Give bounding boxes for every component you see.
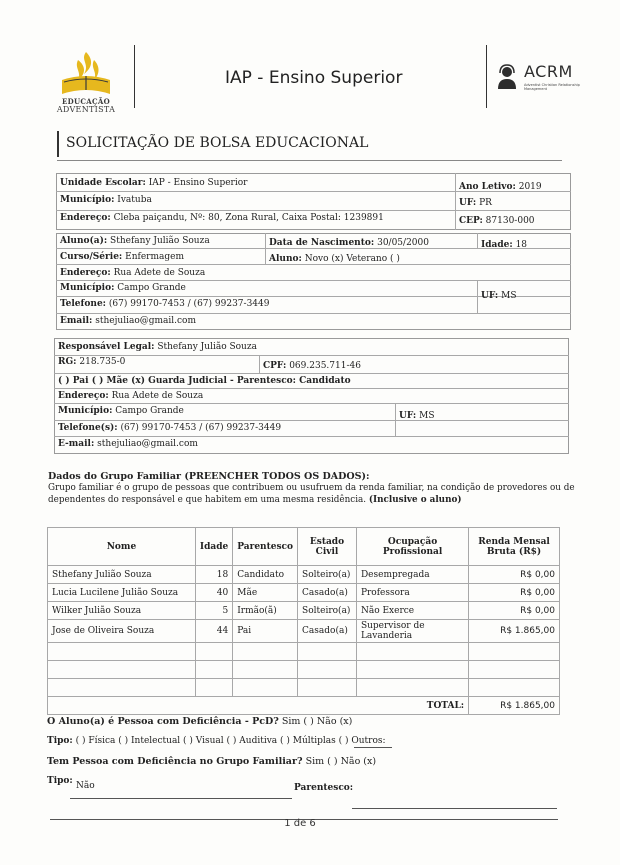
responsavel-tipo-line: ( ) Pai ( ) Mãe (x) Guarda Judicial - Parentesco: Candidato [58,376,351,386]
cell-nome: Wilker Julião Souza [48,602,196,620]
resp-email-value: sthejuliao@gmail.com [97,439,198,449]
cell-ocupacao: Não Exerce [356,602,468,620]
acrm-logo [496,62,596,98]
resp-uf-field [399,411,435,421]
student-uf-value: MS [501,291,517,301]
cell-parentesco: Mãe [233,584,298,602]
school-col-line [455,173,456,230]
resp-endereco-field [58,391,203,401]
table-total-row [48,697,560,715]
aluno-field [60,236,210,246]
pcd-tipo2-label: Tipo: [47,776,73,786]
pcd-q1-answer: Sim ( ) Não (x) [281,716,353,727]
school-municipio-value: Ivatuba [117,195,152,205]
cell-renda: R$ 0,00 [469,584,560,602]
idade-label: Idade: [481,240,513,250]
resp-uf-value: MS [419,411,435,421]
student-telefone-field [60,299,269,309]
ano-label: Ano Letivo: [459,182,516,192]
cell-idade: 44 [195,620,232,643]
pcd-parentesco-line [352,808,557,809]
page-number: 1 de 6 [284,818,316,829]
grupo-desc-line2 [48,495,462,505]
student-endereco-value: Rua Adete de Souza [113,268,206,278]
resp-row-line-4 [54,403,569,404]
family-table [47,527,560,715]
form-title-bar [57,131,59,157]
student-municipio-label: Município: [60,283,115,293]
cep-value: 87130-000 [485,216,535,226]
student-col-line-2 [477,233,478,248]
resp-uf-label: UF: [399,411,417,421]
grupo-desc-line2-text: dependentes do responsável e que habitem em uma mesma residência. [48,495,367,505]
cell-ocupacao: Professora [356,584,468,602]
resp-municipio-label: Município: [58,406,113,416]
student-municipio-field [60,283,186,293]
resp-col-line-2 [395,403,396,436]
pcd-outros-blank [354,747,392,748]
cell-estado-civil: Solteiro(a) [298,566,357,584]
total-value: R$ 1.865,00 [469,697,560,715]
student-telefone-value: (67) 99170-7453 / (67) 99237-3449 [108,299,270,309]
table-row [48,620,560,643]
student-row-line-5 [56,313,571,314]
table-row [48,584,560,602]
cpf-field [263,361,361,371]
cpf-value: 069.235.711-46 [289,361,361,371]
cell-idade: 40 [195,584,232,602]
unidade-value: IAP - Ensino Superior [148,178,248,188]
resp-municipio-field [58,406,184,416]
nascimento-label: Data de Nascimento: [269,238,375,248]
resp-endereco-label: Endereço: [58,391,109,401]
cep-field [459,216,535,226]
resp-email-label: E-mail: [58,439,95,449]
aluno-tipo-label: Aluno: [269,254,302,264]
pcd-q2-text: Tem Pessoa com Deficiência no Grupo Familiar? [47,756,303,767]
cell-renda: R$ 0,00 [469,602,560,620]
pcd-question-2 [47,756,376,767]
cell-estado-civil: Casado(a) [298,584,357,602]
ano-field [459,182,542,192]
student-telefone-label: Telefone: [60,299,107,309]
responsavel-value: Sthefany Julião Souza [157,342,257,352]
idade-value: 18 [515,240,528,250]
responsavel-field [58,342,257,352]
unidade-field [60,178,247,188]
nascimento-field [269,238,429,248]
student-email-field [60,316,196,326]
school-row-line-2 [56,210,571,211]
resp-row-line-5 [54,420,569,421]
aluno-tipo-field [269,254,400,264]
cpf-label: CPF: [263,361,287,371]
resp-row-line-3 [54,388,569,389]
acrm-logo-text: ACRM [524,62,573,81]
table-row-empty [48,643,560,661]
resp-telefone-field [58,423,281,433]
curso-value: Enfermagem [125,252,184,262]
aluno-tipo-value: Novo (x) Veterano ( ) [304,254,400,264]
resp-telefone-value: (67) 99170-7453 / (67) 99237-3449 [120,423,282,433]
resp-endereco-value: Rua Adete de Souza [111,391,204,401]
pcd-tipo2-value: Não [76,781,95,791]
school-endereco-label: Endereço: [60,213,111,223]
cell-ocupacao: Desempregada [356,566,468,584]
resp-email-field [58,439,198,449]
pcd-parentesco-label: Parentesco: [294,783,354,793]
logo-text-line1: EDUCAÇÃO [61,97,110,106]
cell-idade: 18 [195,566,232,584]
student-row-line-3 [56,280,571,281]
acrm-logo-subtext: Adventist Christian Relationship Management [524,83,580,91]
student-endereco-field [60,268,205,278]
rg-label: RG: [58,357,77,367]
cell-nome: Sthefany Julião Souza [48,566,196,584]
educacao-adventista-logo [56,50,116,116]
curso-field [60,252,184,262]
total-label: TOTAL: [48,697,469,715]
cell-estado-civil: Casado(a) [298,620,357,643]
resp-telefone-label: Telefone(s): [58,423,118,433]
school-uf-label: UF: [459,198,477,208]
col-header-idade: Idade [195,528,232,566]
nascimento-value: 30/05/2000 [377,238,429,248]
resp-municipio-value: Campo Grande [115,406,184,416]
pcd-tipo-label: Tipo: [47,736,73,746]
school-uf-value: PR [479,198,492,208]
student-email-value: sthejuliao@gmail.com [95,316,197,326]
curso-label: Curso/Série: [60,252,123,262]
cell-nome: Jose de Oliveira Souza [48,620,196,643]
header-divider-left [134,45,135,108]
student-uf-field [481,291,517,301]
col-header-parentesco: Parentesco [233,528,298,566]
student-col-line-1 [265,233,266,264]
table-row [48,602,560,620]
resp-row-line-6 [54,436,569,437]
student-row-line-2 [56,264,571,265]
resp-row-line-2 [54,373,569,374]
table-row-empty [48,679,560,697]
resp-col-line-1 [259,355,260,373]
col-header-nome: Nome [48,528,196,566]
idade-field [481,240,527,250]
pcd-tipo2-line [70,798,292,799]
pcd-tipo-options: ( ) Física ( ) Intelectual ( ) Visual ( ) Auditiva ( ) Múltiplas ( ) Outros: [75,736,386,746]
header-divider-right [486,45,487,108]
unidade-label: Unidade Escolar: [60,178,146,188]
form-title: SOLICITAÇÃO DE BOLSA EDUCACIONAL [66,135,369,151]
school-endereco-value: Cleba paiçandu, Nº: 80, Zona Rural, Caixa Postal: 1239891 [113,213,384,223]
grupo-title: Dados do Grupo Familiar (PREENCHER TODOS OS DADOS): [48,471,370,482]
cep-label: CEP: [459,216,483,226]
cell-renda: R$ 0,00 [469,566,560,584]
student-col-line-3 [477,280,478,313]
header-title: IAP - Ensino Superior [225,68,403,88]
school-municipio-label: Município: [60,195,115,205]
col-header-estado-civil: Estado Civil [298,528,357,566]
student-email-label: Email: [60,316,93,326]
pcd-question-1 [47,716,352,727]
student-uf-label: UF: [481,291,499,301]
pcd-tipo-line [47,736,386,746]
school-uf-field [459,198,492,208]
flame-book-icon [56,50,116,96]
school-municipio-field [60,195,152,205]
resp-row-line-1 [54,355,569,356]
pcd-q2-answer: Sim ( ) Não (x) [305,756,377,767]
headset-user-icon [496,64,518,90]
col-header-renda: Renda Mensal Bruta (R$) [469,528,560,566]
grupo-desc-line1: Grupo familiar é o grupo de pessoas que contribuem ou usufruem da renda familiar, na condição de provedores ou de [48,483,575,493]
student-municipio-value: Campo Grande [117,283,186,293]
rg-value: 218.735-0 [79,357,126,367]
cell-parentesco: Candidato [233,566,298,584]
cell-ocupacao: Supervisor de Lavanderia [356,620,468,643]
cell-renda: R$ 1.865,00 [469,620,560,643]
rg-field [58,357,125,367]
form-title-underline [57,160,562,161]
cell-estado-civil: Solteiro(a) [298,602,357,620]
cell-parentesco: Pai [233,620,298,643]
family-table-header [48,528,560,566]
cell-idade: 5 [195,602,232,620]
ano-value: 2019 [518,182,542,192]
grupo-desc-bold: (Inclusive o aluno) [368,495,462,505]
cell-nome: Lucia Lucilene Julião Souza [48,584,196,602]
aluno-value: Sthefany Julião Souza [110,236,210,246]
school-endereco-field [60,213,384,223]
logo-text-line2: ADVENTISTA [56,105,116,114]
table-row-empty [48,661,560,679]
responsavel-label: Responsável Legal: [58,342,155,352]
col-header-ocupacao: Ocupação Profissional [356,528,468,566]
table-row [48,566,560,584]
student-endereco-label: Endereço: [60,268,111,278]
cell-parentesco: Irmão(ã) [233,602,298,620]
pcd-q1-text: O Aluno(a) é Pessoa com Deficiência - PcD? [47,716,279,727]
aluno-label: Aluno(a): [60,236,108,246]
